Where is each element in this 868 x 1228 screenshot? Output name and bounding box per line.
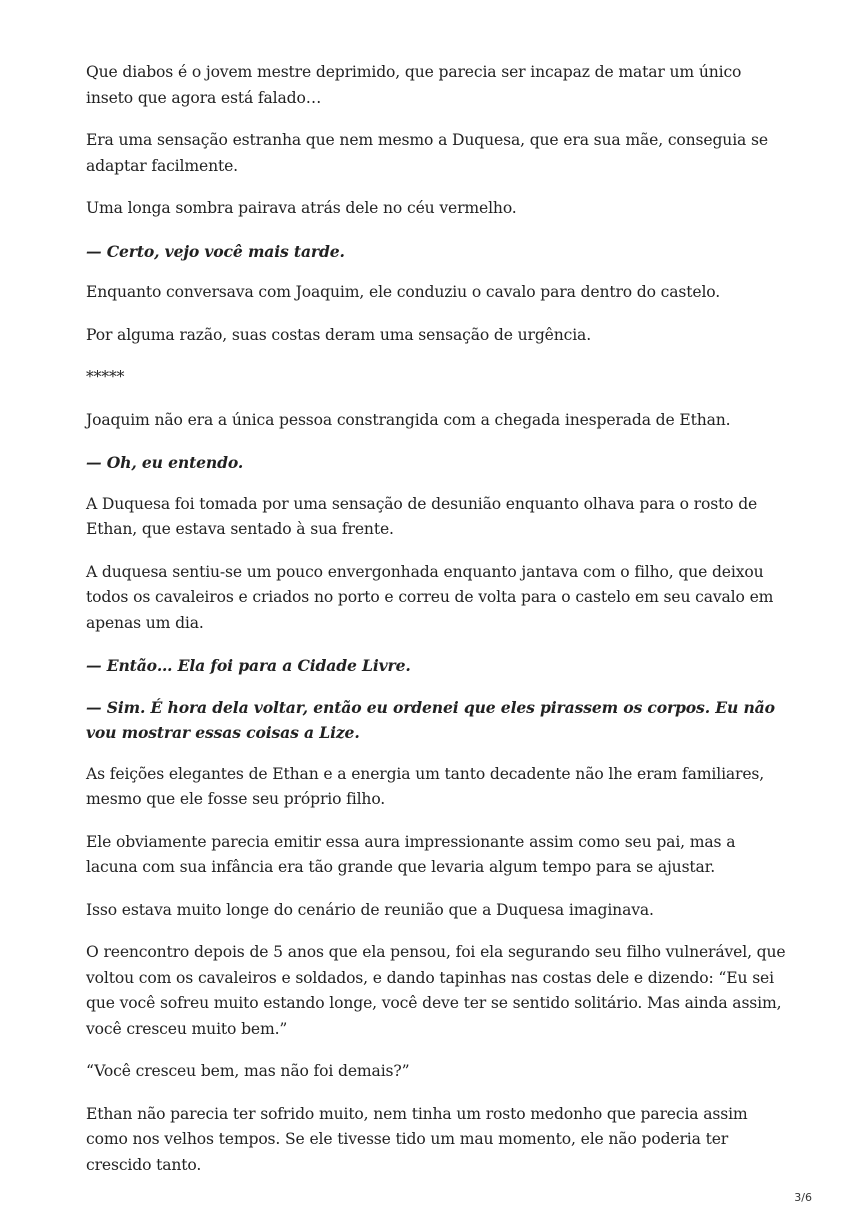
dialog-line: — Oh, eu entendo. [86,453,244,472]
page-number: 3/6 [794,1191,812,1204]
dialog-line: — Certo, vejo você mais tarde. [86,241,345,261]
paragraph: Ele obviamente parecia emitir essa aura impressionante assim como seu pai, mas a lacuna com sua infância era tão grande que levaria algum tempo para se ajustar. [86,832,736,876]
paragraph: O reencontro depois de 5 anos que ela pensou, foi ela segurando seu filho vulnerável, que voltou com os cavaleiros e soldados, e dando tapinhas nas costas dele e dizendo: “Eu sei que você sofreu muito estando longe, você deve ter se sentido solitário. Mas ainda assim, você cresceu muito bem.” [86,943,786,1038]
paragraph: Enquanto conversava com Joaquim, ele conduziu o cavalo para dentro do castelo. [86,283,721,301]
paragraph: Joaquim não era a única pessoa constrangida com a chegada inesperada de Ethan. [86,410,731,429]
paragraph: Isso estava muito longe do cenário de reunião que a Duquesa imaginava. [86,900,654,919]
paragraph: Que diabos é o jovem mestre deprimido, que parecia ser incapaz de matar um único inseto que agora está falado… [86,63,742,107]
paragraph: “Você cresceu bem, mas não foi demais?” [86,1062,410,1080]
scene-separator: ***** [86,368,125,386]
paragraph: Ethan não parecia ter sofrido muito, nem tinha um rosto medonho que parecia assim como nos velhos tempos. Se ele tivesse tido um mau momento, ele não poderia ter crescido tanto. [86,1104,748,1174]
paragraph: A Duquesa foi tomada por uma sensação de desunião enquanto olhava para o rosto de Ethan, que estava sentado à sua frente. [86,494,758,538]
paragraph: Uma longa sombra pairava atrás dele no céu vermelho. [86,199,517,217]
dialog-line: — Sim. É hora dela voltar, então eu ordenei que eles pirassem os corpos. Eu não vou mostrar essas coisas a Lize. [86,697,775,742]
document-page [86,60,786,1195]
paragraph: As feições elegantes de Ethan e a energia um tanto decadente não lhe eram familiares, mesmo que ele fosse seu próprio filho. [86,764,765,808]
paragraph: Era uma sensação estranha que nem mesmo a Duquesa, que era sua mãe, conseguia se adaptar facilmente. [86,131,768,175]
paragraph: Por alguma razão, suas costas deram uma sensação de urgência. [86,325,592,344]
dialog-line: — Então… Ela foi para a Cidade Livre. [86,656,411,675]
paragraph: A duquesa sentiu-se um pouco envergonhada enquanto jantava com o filho, que deixou todos os cavaleiros e criados no porto e correu de volta para o castelo em seu cavalo em apenas um dia. [86,562,774,632]
